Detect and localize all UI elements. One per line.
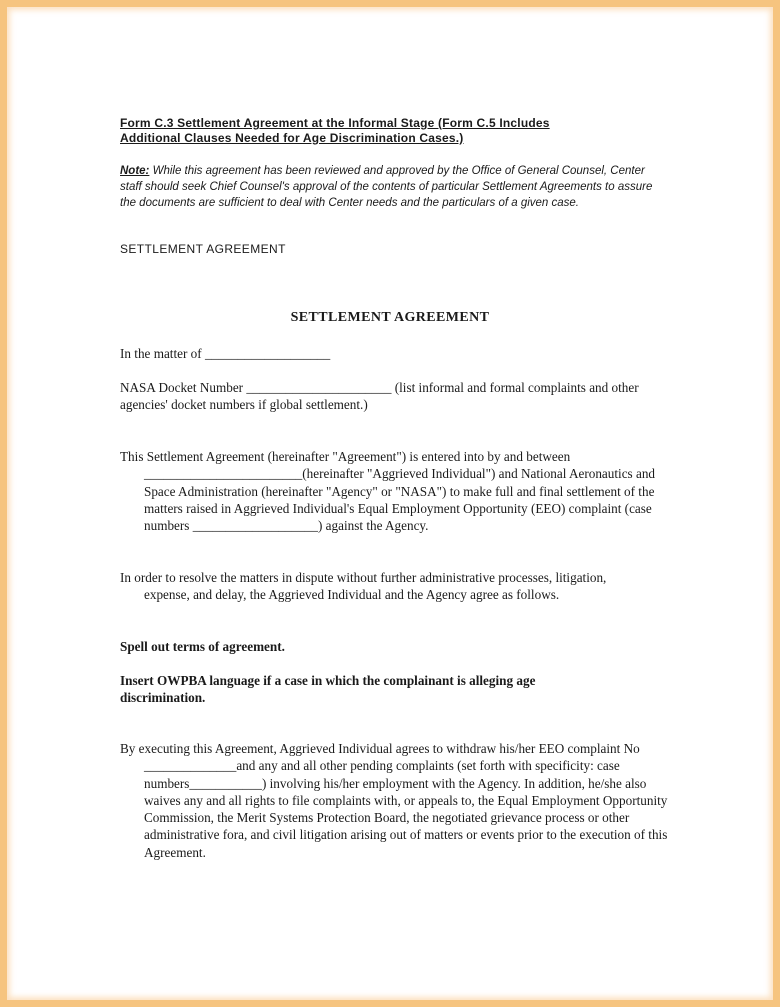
- resolve-paragraph: In order to resolve the matters in dispute without further administrative processes, litigation, expense, and delay, the Aggrieved Individual and the Agency agree as follows.: [120, 570, 607, 603]
- counsel-note: [120, 163, 668, 211]
- docket-number-paragraph: NASA Docket Number ______________________ (list informal and formal complaints and other agencies' docket numbers if global settlement.): [120, 380, 639, 413]
- form-heading: [120, 116, 665, 146]
- form-heading-line2: Additional Clauses Needed for Age Discrimination Cases.): [120, 131, 464, 145]
- intro-paragraph: This Settlement Agreement (hereinafter "Agreement") is entered into by and between ________________________(hereinafter "Aggrieved Individual") and National Aeronautics and Space Administration (hereinafter "Agency" or "NASA") to make full and final settlement of the matters raised in Aggrieved Individual's Equal Employment Opportunity (EEO) complaint (case numbers ___________________) against the Agency.: [120, 449, 656, 534]
- executing-paragraph: By executing this Agreement, Aggrieved Individual agrees to withdraw his/her EEO complaint No ______________and any and all other pending complaints (set forth with specificity: case numbers___________) involving his/her employment with the Agency. In addition, he/she also waives any and all rights to file complaints with, or appeals to, the Equal Employment Opportunity Commission, the Merit Systems Protection Board, the negotiated grievance process or other administrative fora, and civil litigation arising out of matters or events prior to the execution of this Agreement.: [120, 741, 668, 860]
- note-text: While this agreement has been reviewed and approved by the Office of General Counsel, Center staff should seek Chief Counsel's approval of the contents of particular Settlement Agreements to assure the documents are sufficient to deal with Center needs and the particulars of a given case.: [120, 165, 653, 209]
- note-label: Note:: [120, 165, 150, 177]
- spell-out-terms: Spell out terms of agreement.: [120, 639, 285, 654]
- document-title: SETTLEMENT AGREEMENT: [290, 310, 490, 325]
- owpba-instruction: Insert OWPBA language if a case in which the complainant is alleging age discrimination.: [120, 673, 536, 706]
- form-plain-title: SETTLEMENT AGREEMENT: [120, 242, 286, 256]
- matter-line: In the matter of ___________________: [120, 346, 331, 361]
- form-heading-line1: Form C.3 Settlement Agreement at the Informal Stage (Form C.5 Includes: [120, 116, 550, 130]
